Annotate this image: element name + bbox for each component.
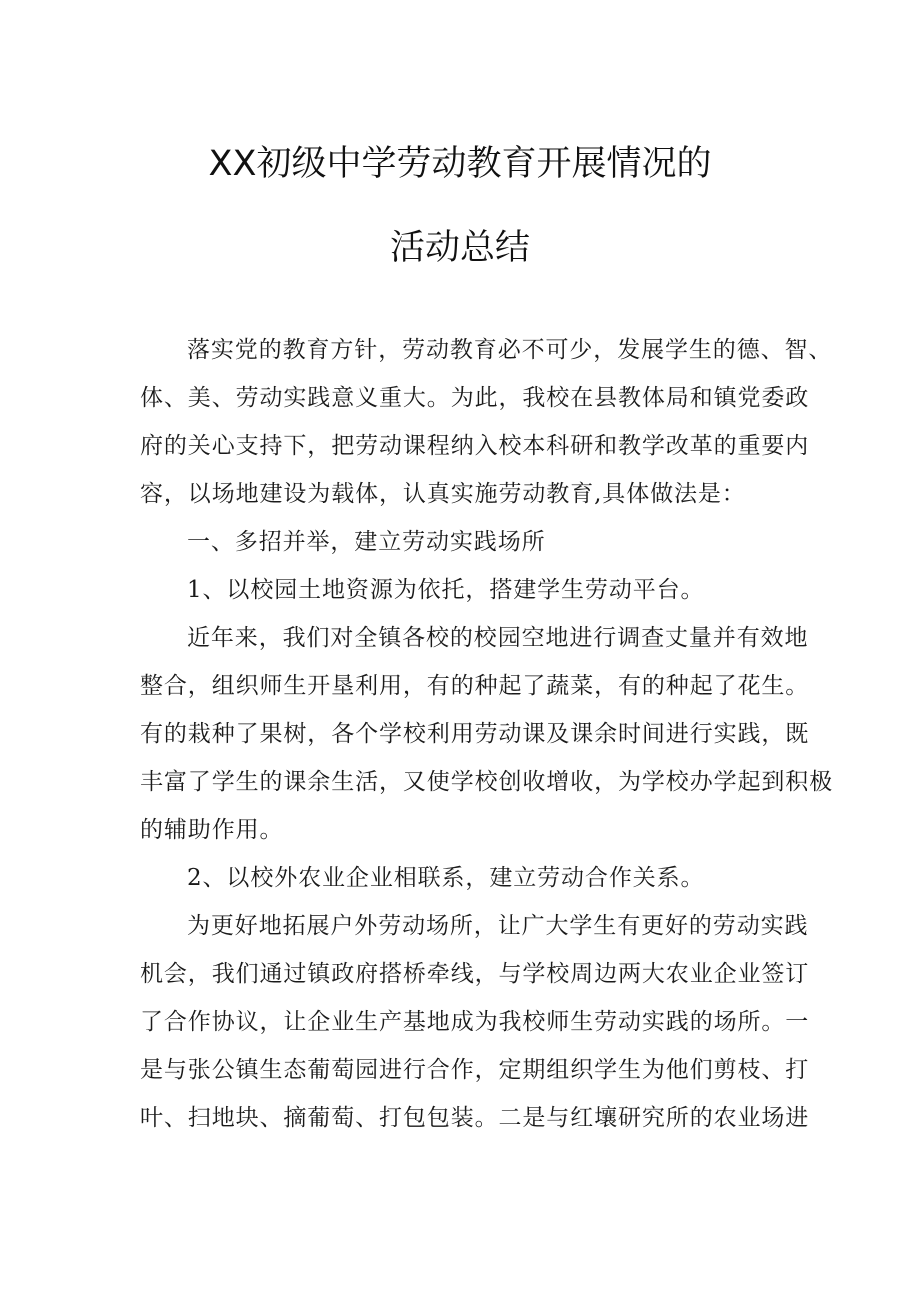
- paragraph-1-line-3: 府的关心支持下，把劳动课程纳入校本科研和教学改革的重要内: [140, 433, 810, 459]
- paragraph-2-line-4: 丰富了学生的课余生活，又使学校创收增收，为学校办学起到积极: [140, 769, 834, 795]
- paragraph-3-line-5: 叶、扫地块、摘葡萄、打包包装。二是与红壤研究所的农业场进: [140, 1105, 810, 1131]
- paragraph-3-line-4: 是与张公镇生态葡萄园进行合作，定期组织学生为他们剪枝、打: [140, 1057, 810, 1083]
- paragraph-1-line-1: 落实党的教育方针，劳动教育必不可少，发展学生的德、智、: [187, 337, 833, 363]
- paragraph-3-line-1: 为更好地拓展户外劳动场所，让广大学生有更好的劳动实践: [187, 913, 809, 939]
- paragraph-2-line-2: 整合，组织师生开垦利用，有的种起了蔬菜，有的种起了花生。: [140, 673, 810, 699]
- subheading-1: 1、以校园土地资源为依托，搭建学生劳动平台。: [187, 577, 705, 603]
- paragraph-1-line-4: 容，以场地建设为载体，认真实施劳动教育,具体做法是：: [140, 481, 746, 507]
- document-title-line-1: XX初级中学劳动教育开展情况的: [208, 144, 712, 184]
- paragraph-3-line-3: 了合作协议，让企业生产基地成为我校师生劳动实践的场所。一: [140, 1009, 810, 1035]
- paragraph-1-line-2: 体、美、劳动实践意义重大。为此，我校在县教体局和镇党委政: [140, 385, 810, 411]
- section-heading-1: 一、多招并举，建立劳动实践场所: [187, 529, 546, 555]
- paragraph-2-line-3: 有的栽种了果树，各个学校利用劳动课及课余时间进行实践，既: [140, 721, 810, 747]
- paragraph-2-line-1: 近年来，我们对全镇各校的校园空地进行调查丈量并有效地: [187, 625, 809, 651]
- subheading-2: 2、以校外农业企业相联系，建立劳动合作关系。: [187, 865, 705, 891]
- paragraph-2-line-5: 的辅助作用。: [140, 817, 284, 843]
- document-title-line-2: 活动总结: [389, 228, 530, 268]
- paragraph-3-line-2: 机会，我们通过镇政府搭桥牵线，与学校周边两大农业企业签订: [140, 961, 810, 987]
